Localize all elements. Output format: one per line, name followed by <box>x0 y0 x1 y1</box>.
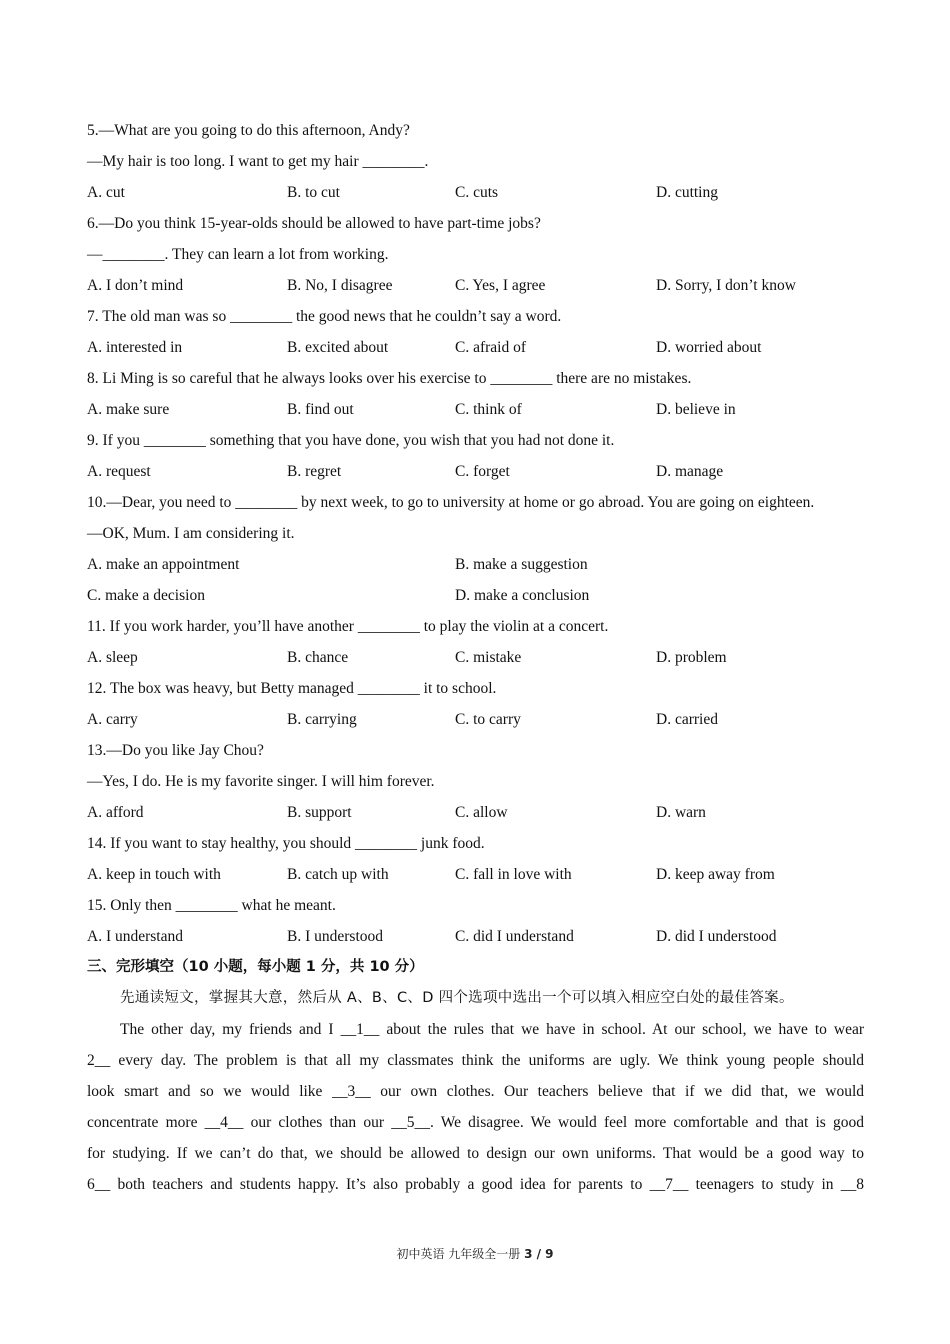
question-stem: —My hair is too long. I want to get my hair ________. <box>87 153 429 170</box>
option: D. carried <box>656 711 718 728</box>
page-number: 3 / 9 <box>524 1247 554 1261</box>
option: A. interested in <box>87 339 183 356</box>
passage-line: look smart and so we would like __3__ our own clothes. Our teachers believe that if we did that, we would <box>87 1083 864 1100</box>
option: C. cuts <box>455 184 499 201</box>
option: B. carrying <box>287 711 357 728</box>
page-footer <box>0 1245 950 1262</box>
option-row <box>87 394 864 425</box>
question-stem: 10.—Dear, you need to ________ by next week, to go to university at home or go abroad. You are going on eighteen. <box>87 494 815 511</box>
option-row <box>87 704 864 735</box>
exam-page <box>87 115 864 1200</box>
option: C. think of <box>455 401 522 418</box>
question-stem: 6.—Do you think 15-year-olds should be allowed to have part-time jobs? <box>87 215 541 232</box>
option: D. believe in <box>656 401 736 418</box>
option-row <box>87 270 864 301</box>
option: B. I understood <box>287 928 384 945</box>
option-row <box>87 797 864 828</box>
option: C. afraid of <box>455 339 527 356</box>
question-stem: —OK, Mum. I am considering it. <box>87 525 295 542</box>
question-stem: 9. If you ________ something that you have done, you wish that you had not done it. <box>87 432 615 449</box>
section-title: 三、完形填空（10 小题，每小题 1 分，共 10 分） <box>87 959 424 975</box>
question-stem: 7. The old man was so ________ the good news that he couldn’t say a word. <box>87 308 562 325</box>
question-stem: 15. Only then ________ what he meant. <box>87 897 336 914</box>
question-stem: 13.—Do you like Jay Chou? <box>87 742 264 759</box>
option: C. to carry <box>455 711 521 728</box>
option: A. carry <box>87 711 138 728</box>
option: D. manage <box>656 463 724 480</box>
option: B. find out <box>287 401 354 418</box>
option: C. allow <box>455 804 508 821</box>
option: B. regret <box>287 463 342 480</box>
option: D. cutting <box>656 184 718 201</box>
option-row <box>87 456 864 487</box>
option: D. warn <box>656 804 706 821</box>
option-row <box>87 332 864 363</box>
option: A. make an appointment <box>87 556 240 573</box>
footer-text: 初中英语 九年级全一册 <box>396 1247 525 1261</box>
option: A. make sure <box>87 401 170 418</box>
option: C. did I understand <box>455 928 574 945</box>
option: A. afford <box>87 804 144 821</box>
passage-line: concentrate more __4__ our clothes than our __5__. We disagree. We would feel more comfortable and that is good <box>87 1114 864 1131</box>
option-row <box>87 921 864 952</box>
option: C. make a decision <box>87 587 205 604</box>
question-stem: 8. Li Ming is so careful that he always looks over his exercise to ________ there are no mistakes. <box>87 370 692 387</box>
question-stem: 12. The box was heavy, but Betty managed ________ it to school. <box>87 680 497 697</box>
option: D. problem <box>656 649 727 666</box>
option: A. cut <box>87 184 125 201</box>
option-row <box>87 859 864 890</box>
option: C. mistake <box>455 649 522 666</box>
option: B. support <box>287 804 352 821</box>
question-stem: 11. If you work harder, you’ll have another ________ to play the violin at a concert. <box>87 618 609 635</box>
option: D. did I understood <box>656 928 777 945</box>
option: B. make a suggestion <box>455 556 588 573</box>
option: B. chance <box>287 649 349 666</box>
option: B. to cut <box>287 184 340 201</box>
option: A. I don’t mind <box>87 277 184 294</box>
option-row <box>87 642 864 673</box>
option-row <box>87 580 864 611</box>
option: D. make a conclusion <box>455 587 590 604</box>
passage-line: 2__ every day. The problem is that all my classmates think the uniforms are ugly. We think young people should <box>87 1052 864 1069</box>
passage-line: 6__ both teachers and students happy. It’s also probably a good idea for parents to __7__ teenagers to study in __8 <box>87 1176 864 1193</box>
section-instruction: 先通读短文，掌握其大意，然后从 A、B、C、D 四个选项中选出一个可以填入相应空白处的最佳答案。 <box>120 990 794 1006</box>
question-stem: —Yes, I do. He is my favorite singer. I will him forever. <box>87 773 435 790</box>
question-stem: 5.—What are you going to do this afternoon, Andy? <box>87 122 410 139</box>
option: C. forget <box>455 463 510 480</box>
option: A. keep in touch with <box>87 866 221 883</box>
option: A. I understand <box>87 928 183 945</box>
option: C. fall in love with <box>455 866 572 883</box>
question-stem: 14. If you want to stay healthy, you should ________ junk food. <box>87 835 485 852</box>
question-stem: —________. They can learn a lot from working. <box>87 246 389 263</box>
option: D. worried about <box>656 339 762 356</box>
option: D. keep away from <box>656 866 775 883</box>
option: C. Yes, I agree <box>455 277 546 294</box>
option: B. excited about <box>287 339 389 356</box>
option-row <box>87 549 864 580</box>
option: D. Sorry, I don’t know <box>656 277 796 294</box>
option: B. catch up with <box>287 866 389 883</box>
passage-line: for studying. If we can’t do that, we should be allowed to design our own uniforms. That would be a good way to <box>87 1145 864 1162</box>
option: B. No, I disagree <box>287 277 393 294</box>
option: A. sleep <box>87 649 138 666</box>
passage-line: The other day, my friends and I __1__ about the rules that we have in school. At our school, we have to wear <box>120 1021 864 1038</box>
option: A. request <box>87 463 151 480</box>
option-row <box>87 177 864 208</box>
